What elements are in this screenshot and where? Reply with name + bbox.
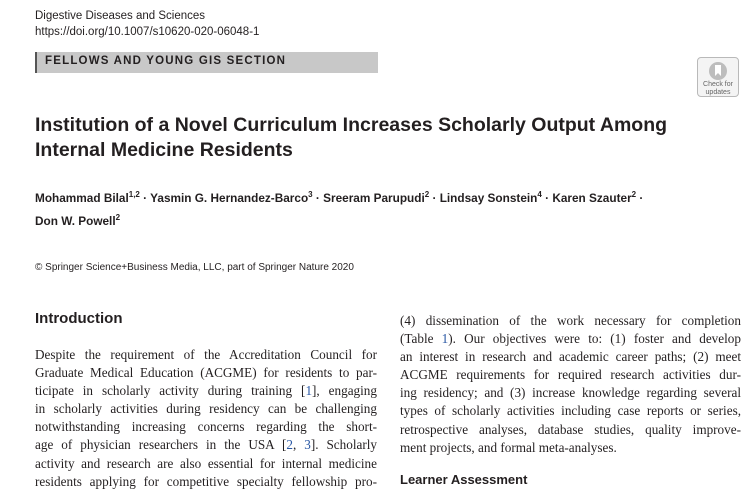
author-line-2 bbox=[35, 208, 735, 231]
author-name[interactable]: Yasmin G. Hernandez-Barco bbox=[150, 191, 309, 205]
right-column-body bbox=[400, 312, 741, 457]
author-affiliation: 4 bbox=[537, 190, 542, 199]
author-name[interactable]: Lindsay Sonstein bbox=[439, 191, 538, 205]
left-column-body bbox=[35, 346, 377, 491]
author-list bbox=[35, 185, 735, 231]
author-separator: · bbox=[545, 191, 550, 205]
text-line: types of scholarly activities including case reports or series, bbox=[400, 403, 741, 419]
badge-line-1: Check for bbox=[703, 81, 733, 88]
author-affiliation: 2 bbox=[424, 190, 430, 199]
author-name[interactable]: Don W. Powell bbox=[35, 214, 116, 228]
author-separator: · bbox=[432, 191, 437, 205]
title-line-1: Institution of a Novel Curriculum Increases Scholarly Output Among bbox=[35, 114, 668, 136]
table-link[interactable]: 1 bbox=[441, 331, 449, 347]
text-line: ing residency; and (3) increase knowledge regarding several bbox=[400, 385, 741, 401]
doi-link[interactable]: https://doi.org/10.1007/s10620-020-06048-1 bbox=[35, 26, 260, 38]
citation-link[interactable]: 3 bbox=[304, 437, 311, 453]
text-line: an interest in research and academic career paths; (2) meet bbox=[400, 349, 741, 365]
text-line: activity and research are also essential for internal medicine bbox=[35, 455, 377, 471]
text-line: Despite the requirement of the Accreditation Council for bbox=[35, 347, 377, 362]
journal-header bbox=[35, 8, 259, 40]
author-name[interactable]: Mohammad Bilal bbox=[35, 191, 129, 205]
text-line: (4) dissemination of the work necessary for completion bbox=[400, 313, 741, 328]
author-name[interactable]: Karen Szauter bbox=[552, 191, 632, 205]
title-line-2: Internal Medicine Residents bbox=[35, 139, 293, 161]
author-affiliation: 1,2 bbox=[128, 190, 140, 199]
author-affiliation: 3 bbox=[308, 190, 313, 199]
author-affiliation: 2 bbox=[115, 213, 121, 222]
text-line: ticipate in scholarly activity during training [1], engaging bbox=[35, 383, 377, 399]
text-line: ment projects, and formal meta-analyses. bbox=[400, 439, 617, 455]
learner-assessment-heading: Learner Assessment bbox=[400, 472, 528, 487]
introduction-heading: Introduction bbox=[35, 310, 123, 327]
text-line: ACGME requirements for required research activities dur- bbox=[400, 367, 741, 383]
author-separator: · bbox=[143, 191, 148, 205]
author-name[interactable]: Sreeram Parupudi bbox=[323, 191, 425, 205]
journal-name: Digestive Diseases and Sciences bbox=[35, 10, 206, 22]
text-line: (Table 1). Our objectives were to: (1) foster and develop bbox=[400, 331, 741, 347]
bookmark-icon bbox=[707, 61, 729, 81]
text-line: retrospective analyses, database studies, quality improve- bbox=[400, 421, 741, 437]
text-line: residents applying for competitive specialty fellowship pro- bbox=[35, 473, 377, 489]
author-affiliation: 2 bbox=[631, 190, 637, 199]
check-for-updates-badge[interactable] bbox=[697, 57, 739, 97]
section-label: FELLOWS AND YOUNG GIS SECTION bbox=[45, 55, 287, 67]
author-line-1 bbox=[35, 185, 735, 208]
text-line: notwithstanding increasing concerns regarding the short- bbox=[35, 419, 377, 435]
copyright-notice: © Springer Science+Business Media, LLC, part of Springer Nature 2020 bbox=[35, 262, 354, 273]
author-separator: · bbox=[639, 191, 644, 205]
article-title bbox=[35, 113, 695, 163]
badge-line-2: updates bbox=[705, 88, 731, 96]
citation-link[interactable]: 1 bbox=[305, 383, 313, 399]
section-label-bar bbox=[35, 52, 378, 73]
author-separator: · bbox=[315, 191, 320, 205]
citation-link[interactable]: 2 bbox=[286, 437, 293, 453]
text-line: Graduate Medical Education (ACGME) for residents to par- bbox=[35, 365, 377, 381]
text-line: age of physician researchers in the USA [2, 3]. Scholarly bbox=[35, 437, 378, 453]
text-line: in scholarly activities during residency can be challenging bbox=[35, 401, 377, 417]
